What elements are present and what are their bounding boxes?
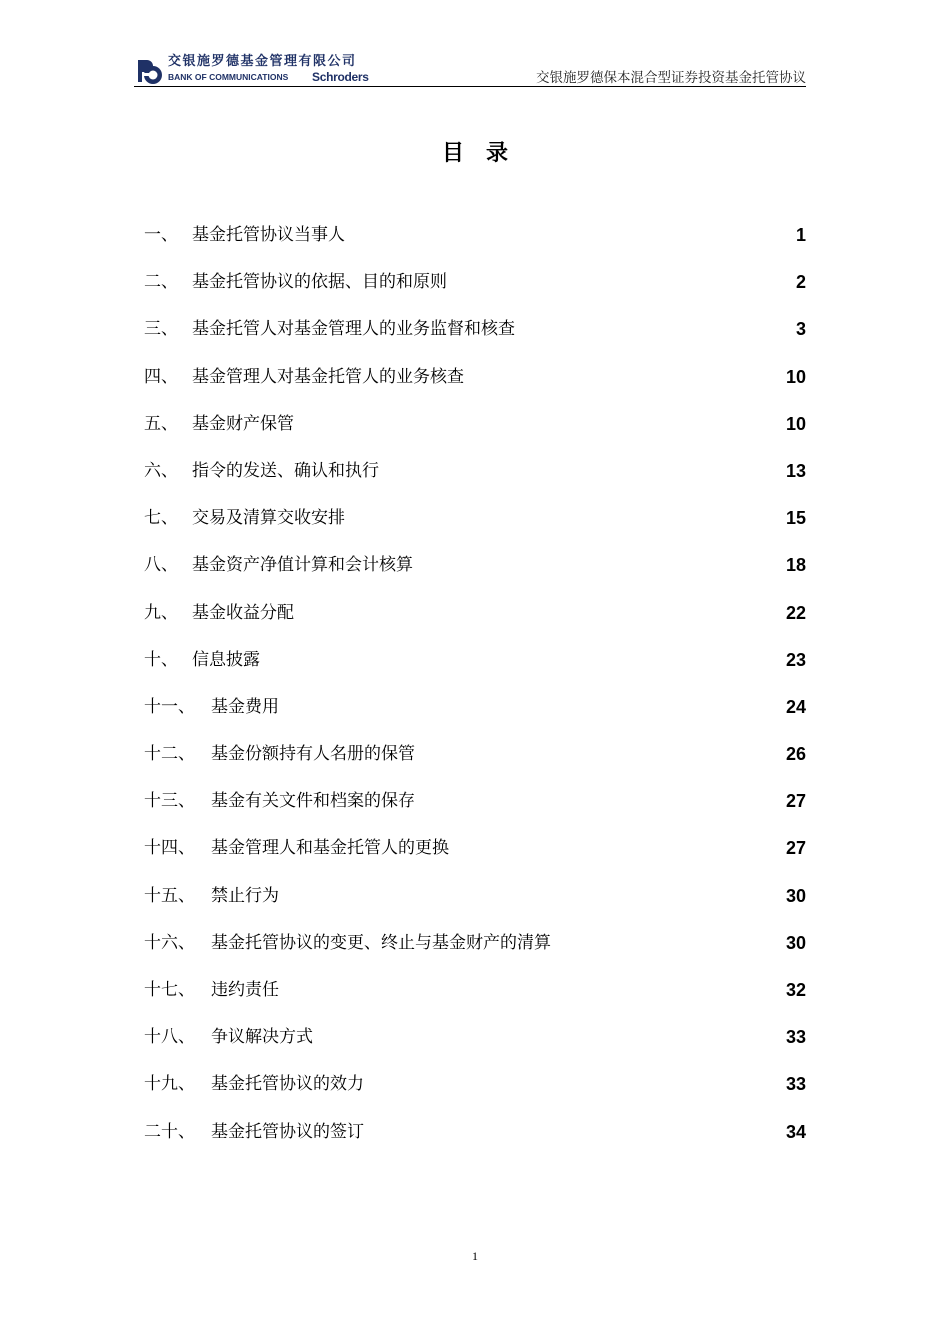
toc-entry-page: 30	[785, 932, 806, 953]
toc-entry[interactable]	[144, 831, 806, 878]
toc-entry-label: 基金托管人对基金管理人的业务监督和核查	[192, 319, 515, 340]
toc-entry[interactable]	[144, 1020, 806, 1067]
toc-entry[interactable]	[144, 1067, 806, 1114]
toc-entry-page: 15	[785, 508, 806, 529]
toc-entry-label: 基金管理人和基金托管人的更换	[211, 838, 449, 859]
toc-entry-number: 五、	[144, 413, 178, 434]
toc-entry-label: 基金收益分配	[192, 602, 294, 623]
toc-entry-page: 3	[795, 319, 806, 340]
toc-entry[interactable]	[144, 737, 806, 784]
toc-entry-label: 基金托管协议的效力	[211, 1074, 364, 1095]
toc-entry[interactable]	[144, 879, 806, 926]
toc-entry-page: 24	[785, 696, 806, 717]
toc-entry-number: 二十、	[144, 1121, 195, 1142]
toc-entry-number: 六、	[144, 460, 178, 481]
toc-entry-label: 基金托管协议的变更、终止与基金财产的清算	[211, 932, 551, 953]
toc-entry-number: 十五、	[144, 885, 195, 906]
page-number: 1	[472, 1249, 478, 1263]
toc-entry-page: 10	[785, 366, 806, 387]
toc-entry-page: 2	[795, 272, 806, 293]
toc-entry-page: 27	[785, 838, 806, 859]
toc-entry-label: 基金费用	[211, 696, 279, 717]
toc-entry[interactable]	[144, 1115, 806, 1162]
toc-entry[interactable]	[144, 643, 806, 690]
toc-entry-page: 33	[785, 1027, 806, 1048]
toc-entry-label: 基金管理人对基金托管人的业务核查	[192, 366, 464, 387]
toc-entry[interactable]	[144, 218, 806, 265]
toc-entry-number: 十一、	[144, 696, 195, 717]
toc-entry-number: 八、	[144, 555, 178, 576]
toc-entry-page: 33	[785, 1074, 806, 1095]
document-title: 交银施罗德保本混合型证券投资基金托管协议	[536, 70, 806, 86]
toc-entry-page: 13	[785, 460, 806, 481]
toc-entry-number: 七、	[144, 508, 178, 529]
toc-entry-label: 基金财产保管	[192, 413, 294, 434]
toc-entry[interactable]	[144, 312, 806, 359]
toc-entry-label: 指令的发送、确认和执行	[192, 460, 379, 481]
toc-entry-page: 32	[785, 980, 806, 1000]
toc-entry-page: 26	[785, 744, 806, 765]
toc-entry-page: 18	[785, 555, 806, 576]
toc-entry[interactable]	[144, 596, 806, 643]
company-name-cn: 交银施罗德基金管理有限公司	[168, 54, 357, 69]
toc-entry[interactable]	[144, 690, 806, 737]
bank-logo-icon	[134, 56, 164, 86]
toc-title: 目录	[441, 141, 530, 166]
toc-entry[interactable]	[144, 926, 806, 973]
toc-entry-label: 基金托管协议的依据、目的和原则	[192, 272, 447, 293]
toc-entry-number: 一、	[144, 225, 178, 245]
toc-list	[144, 218, 806, 1162]
toc-entry-label: 基金托管协议的签订	[211, 1121, 364, 1142]
toc-entry-number: 十八、	[144, 1027, 195, 1048]
page-header	[134, 48, 806, 88]
toc-entry-label: 信息披露	[192, 649, 260, 670]
toc-entry-label: 争议解决方式	[211, 1027, 313, 1048]
toc-entry-label: 禁止行为	[211, 885, 279, 906]
toc-entry[interactable]	[144, 407, 806, 454]
toc-entry-number: 十二、	[144, 744, 195, 765]
header-divider	[134, 86, 806, 87]
toc-entry-number: 十九、	[144, 1074, 195, 1095]
toc-entry[interactable]	[144, 454, 806, 501]
toc-entry-number: 十三、	[144, 791, 195, 812]
toc-entry-label: 基金资产净值计算和会计核算	[192, 555, 413, 576]
toc-entry-number: 十、	[144, 649, 178, 670]
toc-entry-number: 二、	[144, 272, 178, 293]
toc-entry-page: 10	[785, 413, 806, 434]
toc-entry-label: 基金份额持有人名册的保管	[211, 744, 415, 765]
toc-entry[interactable]	[144, 360, 806, 407]
toc-entry-page: 30	[785, 885, 806, 906]
partner-name: Schroders	[312, 70, 369, 84]
toc-entry-number: 九、	[144, 602, 178, 623]
toc-entry-label: 基金托管协议当事人	[192, 225, 345, 245]
toc-entry[interactable]	[144, 784, 806, 831]
toc-entry[interactable]	[144, 548, 806, 595]
company-name-en: BANK OF COMMUNICATIONS	[168, 72, 289, 82]
toc-entry-number: 十七、	[144, 980, 195, 1000]
toc-entry-label: 违约责任	[211, 980, 279, 1000]
toc-entry-number: 十四、	[144, 838, 195, 859]
toc-entry[interactable]	[144, 265, 806, 312]
toc-entry[interactable]	[144, 973, 806, 1020]
toc-entry-page: 27	[785, 791, 806, 812]
toc-entry-number: 十六、	[144, 932, 195, 953]
toc-entry-number: 四、	[144, 366, 178, 387]
toc-entry-page: 1	[795, 225, 806, 245]
toc-entry-label: 交易及清算交收安排	[192, 508, 345, 529]
toc-entry-page: 34	[785, 1121, 806, 1142]
toc-entry-label: 基金有关文件和档案的保存	[211, 791, 415, 812]
toc-entry-number: 三、	[144, 319, 178, 340]
toc-entry-page: 23	[785, 649, 806, 670]
toc-entry-page: 22	[785, 602, 806, 623]
toc-entry[interactable]	[144, 501, 806, 548]
